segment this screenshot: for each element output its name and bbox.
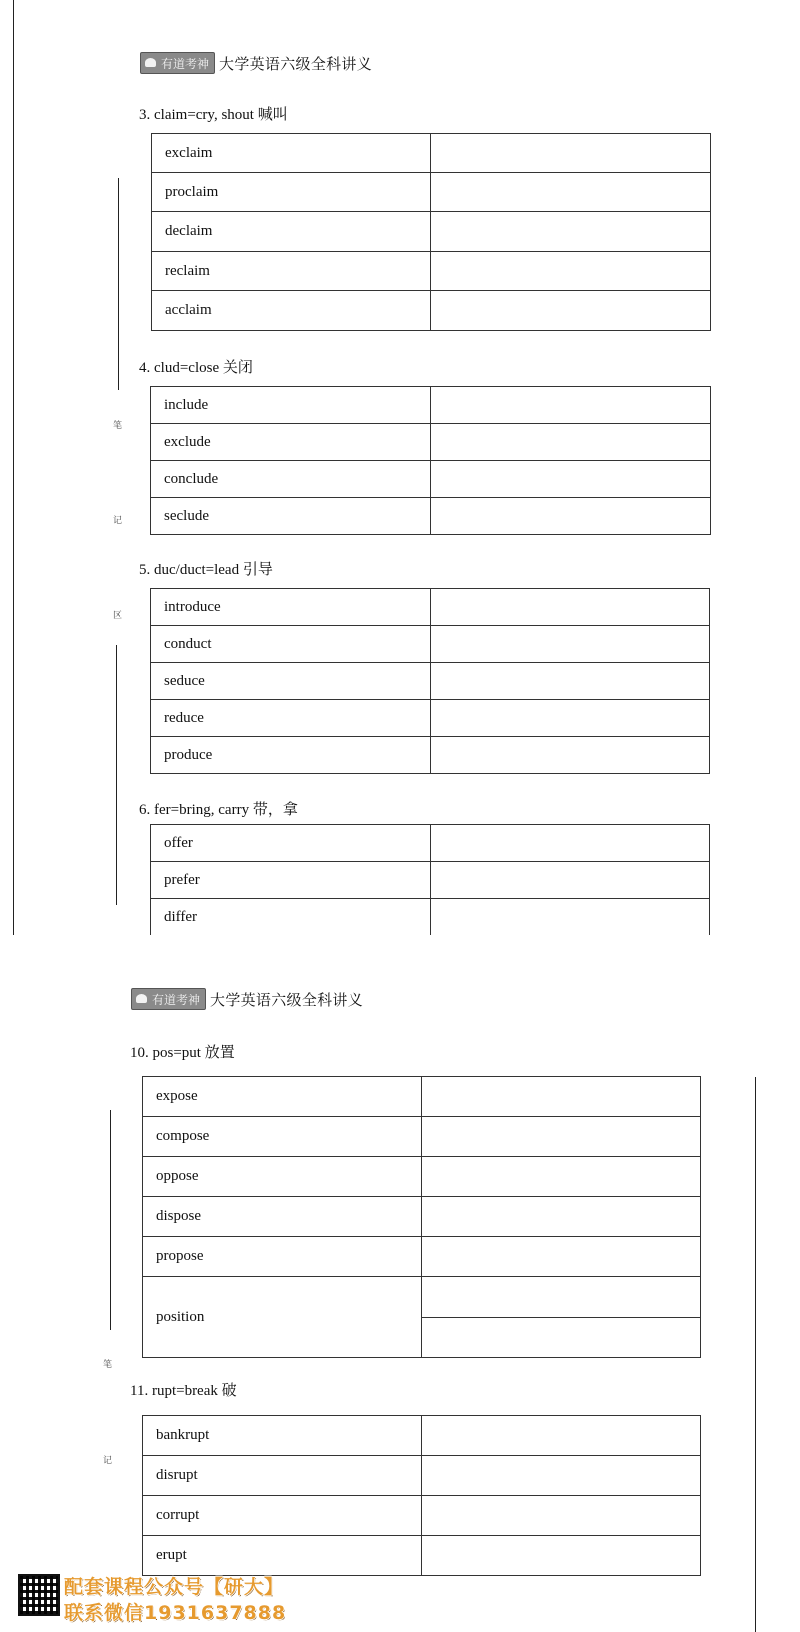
answer-cell[interactable] xyxy=(422,1456,701,1496)
table-row xyxy=(143,1456,701,1496)
word-cell: declaim xyxy=(152,212,431,252)
answer-cell[interactable] xyxy=(422,1277,701,1358)
answer-cell[interactable] xyxy=(431,424,711,461)
answer-cell[interactable] xyxy=(431,663,710,700)
table-row xyxy=(151,700,710,737)
answer-cell[interactable] xyxy=(431,252,711,291)
word-cell: disrupt xyxy=(143,1456,422,1496)
table-row xyxy=(143,1157,701,1197)
table-row xyxy=(143,1237,701,1277)
table-row xyxy=(152,252,711,291)
answer-cell[interactable] xyxy=(431,173,711,212)
answer-cell[interactable] xyxy=(431,387,711,424)
word-cell: prefer xyxy=(151,862,431,899)
word-cell: expose xyxy=(143,1077,422,1117)
section-title: 6. fer=bring, carry 带，拿 xyxy=(139,802,298,818)
table-clip xyxy=(149,823,712,935)
answer-cell[interactable] xyxy=(422,1237,701,1277)
table-row xyxy=(151,589,710,626)
bell-icon xyxy=(144,57,158,69)
table-row xyxy=(151,737,710,774)
answer-cell[interactable] xyxy=(431,291,711,331)
page-edge-line xyxy=(13,0,14,935)
answer-line[interactable] xyxy=(422,1317,700,1358)
notes-margin-line xyxy=(118,178,119,390)
page-2 xyxy=(0,985,800,1632)
answer-cell[interactable] xyxy=(431,212,711,252)
word-cell: include xyxy=(151,387,431,424)
word-cell: compose xyxy=(143,1117,422,1157)
word-cell: proclaim xyxy=(152,173,431,212)
table-row xyxy=(151,825,710,862)
table-row xyxy=(151,626,710,663)
answer-cell[interactable] xyxy=(431,134,711,173)
side-note-char: 记 xyxy=(103,1456,113,1466)
page-edge-line xyxy=(755,1077,756,1632)
table-row xyxy=(143,1077,701,1117)
vocab-table xyxy=(142,1076,701,1358)
table-row xyxy=(151,899,710,936)
answer-line[interactable] xyxy=(422,1277,700,1317)
answer-cell[interactable] xyxy=(431,700,710,737)
table-row xyxy=(151,387,711,424)
word-cell: seclude xyxy=(151,498,431,535)
answer-cell[interactable] xyxy=(422,1496,701,1536)
qr-code-icon xyxy=(18,1574,60,1616)
answer-cell[interactable] xyxy=(431,825,710,862)
table-row xyxy=(152,134,711,173)
brand-logo: 有道考神 xyxy=(131,988,206,1010)
answer-cell[interactable] xyxy=(431,737,710,774)
table-row xyxy=(143,1496,701,1536)
word-cell: position xyxy=(143,1277,422,1358)
watermark-text xyxy=(64,1574,286,1626)
notes-margin-line xyxy=(116,645,117,905)
side-note-char: 笔 xyxy=(113,421,123,431)
word-cell: offer xyxy=(151,825,431,862)
answer-cell[interactable] xyxy=(431,626,710,663)
word-cell: dispose xyxy=(143,1197,422,1237)
word-cell: bankrupt xyxy=(143,1416,422,1456)
word-cell: corrupt xyxy=(143,1496,422,1536)
word-cell: reduce xyxy=(151,700,431,737)
bell-icon xyxy=(135,993,149,1005)
word-cell: propose xyxy=(143,1237,422,1277)
side-note-char: 区 xyxy=(113,611,123,621)
section-title: 4. clud=close 关闭 xyxy=(139,360,253,376)
word-cell: conduct xyxy=(151,626,431,663)
vocab-table xyxy=(151,133,711,331)
table-row xyxy=(151,461,711,498)
word-cell: erupt xyxy=(143,1536,422,1576)
word-cell: exclude xyxy=(151,424,431,461)
table-row xyxy=(152,291,711,331)
answer-cell[interactable] xyxy=(422,1416,701,1456)
page-header xyxy=(140,52,372,74)
answer-cell[interactable] xyxy=(431,461,711,498)
vocab-table xyxy=(142,1415,701,1576)
table-row xyxy=(143,1536,701,1576)
section-title: 11. rupt=break 破 xyxy=(130,1383,237,1399)
brand-logo: 有道考神 xyxy=(140,52,215,74)
section-title: 3. claim=cry, shout 喊叫 xyxy=(139,107,288,123)
vocab-table xyxy=(150,824,710,935)
section-title: 5. duc/duct=lead 引导 xyxy=(139,562,273,578)
page-header xyxy=(131,988,363,1010)
table-row xyxy=(152,173,711,212)
word-cell: produce xyxy=(151,737,431,774)
page-header-title: 大学英语六级全科讲义 xyxy=(219,54,373,73)
answer-cell[interactable] xyxy=(422,1197,701,1237)
answer-cell[interactable] xyxy=(422,1117,701,1157)
answer-cell[interactable] xyxy=(431,589,710,626)
table-row xyxy=(143,1117,701,1157)
side-note-char: 记 xyxy=(113,516,123,526)
promo-watermark xyxy=(18,1574,286,1626)
watermark-line: 配套课程公众号【研大】 xyxy=(64,1576,285,1598)
answer-cell[interactable] xyxy=(422,1077,701,1117)
word-cell: reclaim xyxy=(152,252,431,291)
word-cell: oppose xyxy=(143,1157,422,1197)
notes-margin-line xyxy=(110,1110,111,1330)
answer-cell[interactable] xyxy=(422,1536,701,1576)
vocab-table xyxy=(150,386,711,535)
word-cell: differ xyxy=(151,899,431,936)
table-row xyxy=(151,424,711,461)
word-cell: introduce xyxy=(151,589,431,626)
table-row xyxy=(151,498,711,535)
page-header-title: 大学英语六级全科讲义 xyxy=(210,990,364,1009)
answer-cell[interactable] xyxy=(431,899,710,936)
word-cell: acclaim xyxy=(152,291,431,331)
table-row xyxy=(151,862,710,899)
answer-cell[interactable] xyxy=(431,862,710,899)
table-row xyxy=(143,1416,701,1456)
vocab-table xyxy=(150,588,710,774)
answer-cell[interactable] xyxy=(431,498,711,535)
table-row xyxy=(151,663,710,700)
table-row xyxy=(143,1277,701,1358)
side-note-char: 笔 xyxy=(103,1360,113,1370)
word-cell: seduce xyxy=(151,663,431,700)
section-title: 10. pos=put 放置 xyxy=(130,1045,235,1061)
watermark-line: 联系微信1931637888 xyxy=(64,1602,287,1624)
word-cell: conclude xyxy=(151,461,431,498)
table-row xyxy=(152,212,711,252)
table-row xyxy=(143,1197,701,1237)
answer-cell[interactable] xyxy=(422,1157,701,1197)
word-cell: exclaim xyxy=(152,134,431,173)
